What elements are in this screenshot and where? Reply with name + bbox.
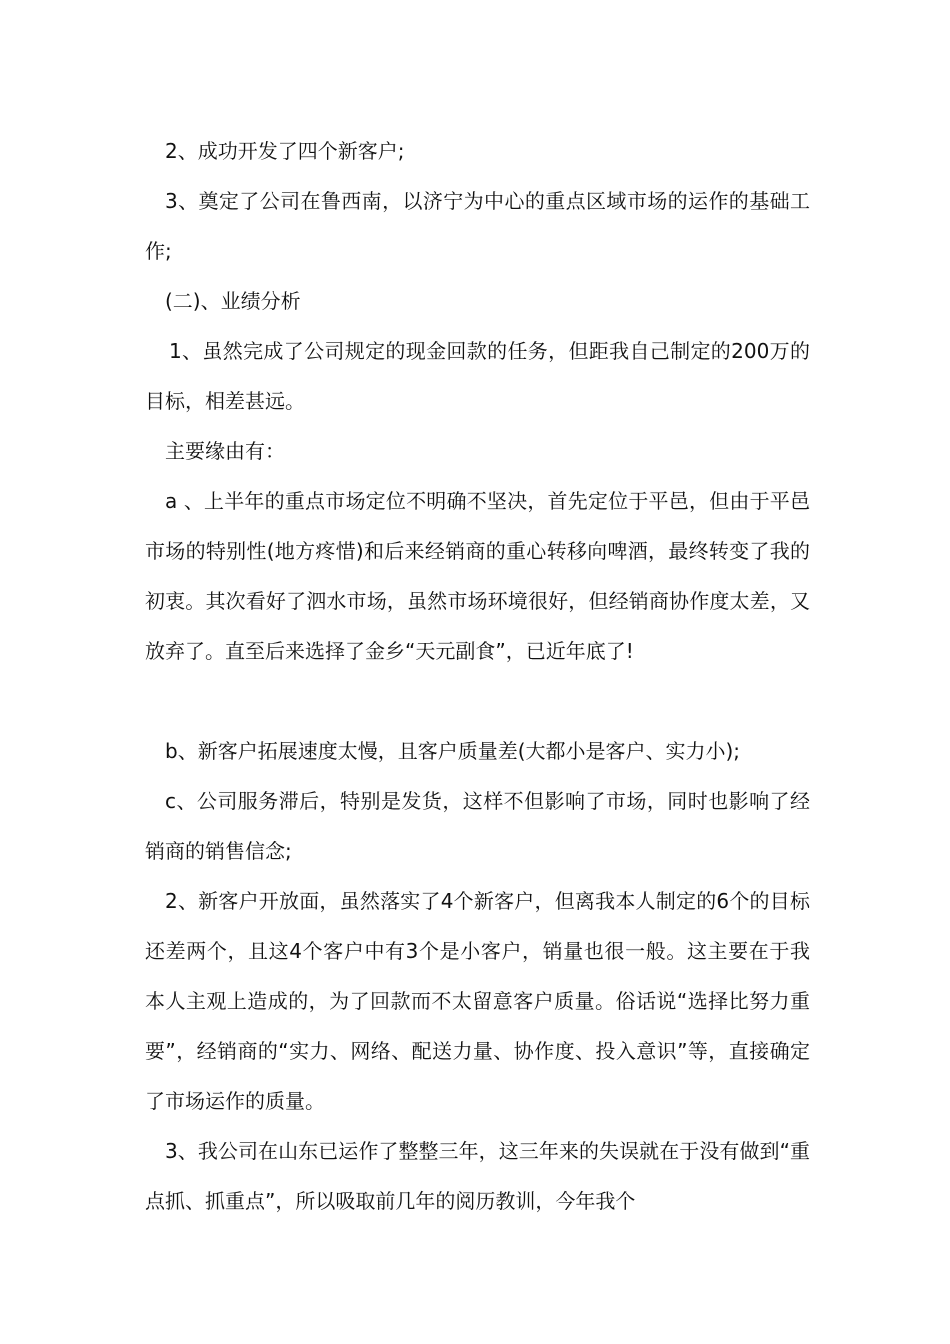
section-heading-performance-analysis: (二)、业绩分析 xyxy=(165,289,301,313)
paragraph-new-clients: 2、成功开发了四个新客户; xyxy=(165,139,405,163)
paragraph-payment-target: 1、虽然完成了公司规定的现金回款的任务，但距我自己制定的200万的目标，相差甚远。 xyxy=(145,339,810,413)
paragraph-reason-b: b、新客户拓展速度太慢，且客户质量差(大都小是客户、实力小); xyxy=(165,739,741,763)
paragraph-reason-c: c、公司服务滞后，特别是发货，这样不但影响了市场，同时也影响了经销商的销售信念; xyxy=(145,789,810,863)
paragraph-reason-a: a 、上半年的重点市场定位不明确不坚决，首先定位于平邑，但由于平邑市场的特别性(地方疼惜)和后来经销商的重心转移向啤酒，最终转变了我的初衷。其次看好了泗水市场，虽然市场环境很好，但经销商协作度太差，又放弃了。直至后来选择了金乡“天元副食”，已近年底了! xyxy=(145,489,810,663)
paragraph-new-client-development: 2、新客户开放面，虽然落实了4个新客户，但离我本人制定的6个的目标还差两个，且这4个客户中有3个是小客户，销量也很一般。这主要在于我本人主观上造成的，为了回款而不太留意客户质量。俗话说“选择比努力重要”，经销商的“实力、网络、配送力量、协作度、投入意识”等，直接确定了市场运作的质量。 xyxy=(145,889,810,1113)
paragraph-shandong-operations: 3、我公司在山东已运作了整整三年，这三年来的失误就在于没有做到“重点抓、抓重点”，所以吸取前几年的阅历教训，今年我个 xyxy=(145,1139,810,1213)
paragraph-regional-market: 3、奠定了公司在鲁西南，以济宁为中心的重点区域市场的运作的基础工作; xyxy=(145,189,810,263)
paragraph-main-reasons: 主要缘由有： xyxy=(165,439,285,463)
